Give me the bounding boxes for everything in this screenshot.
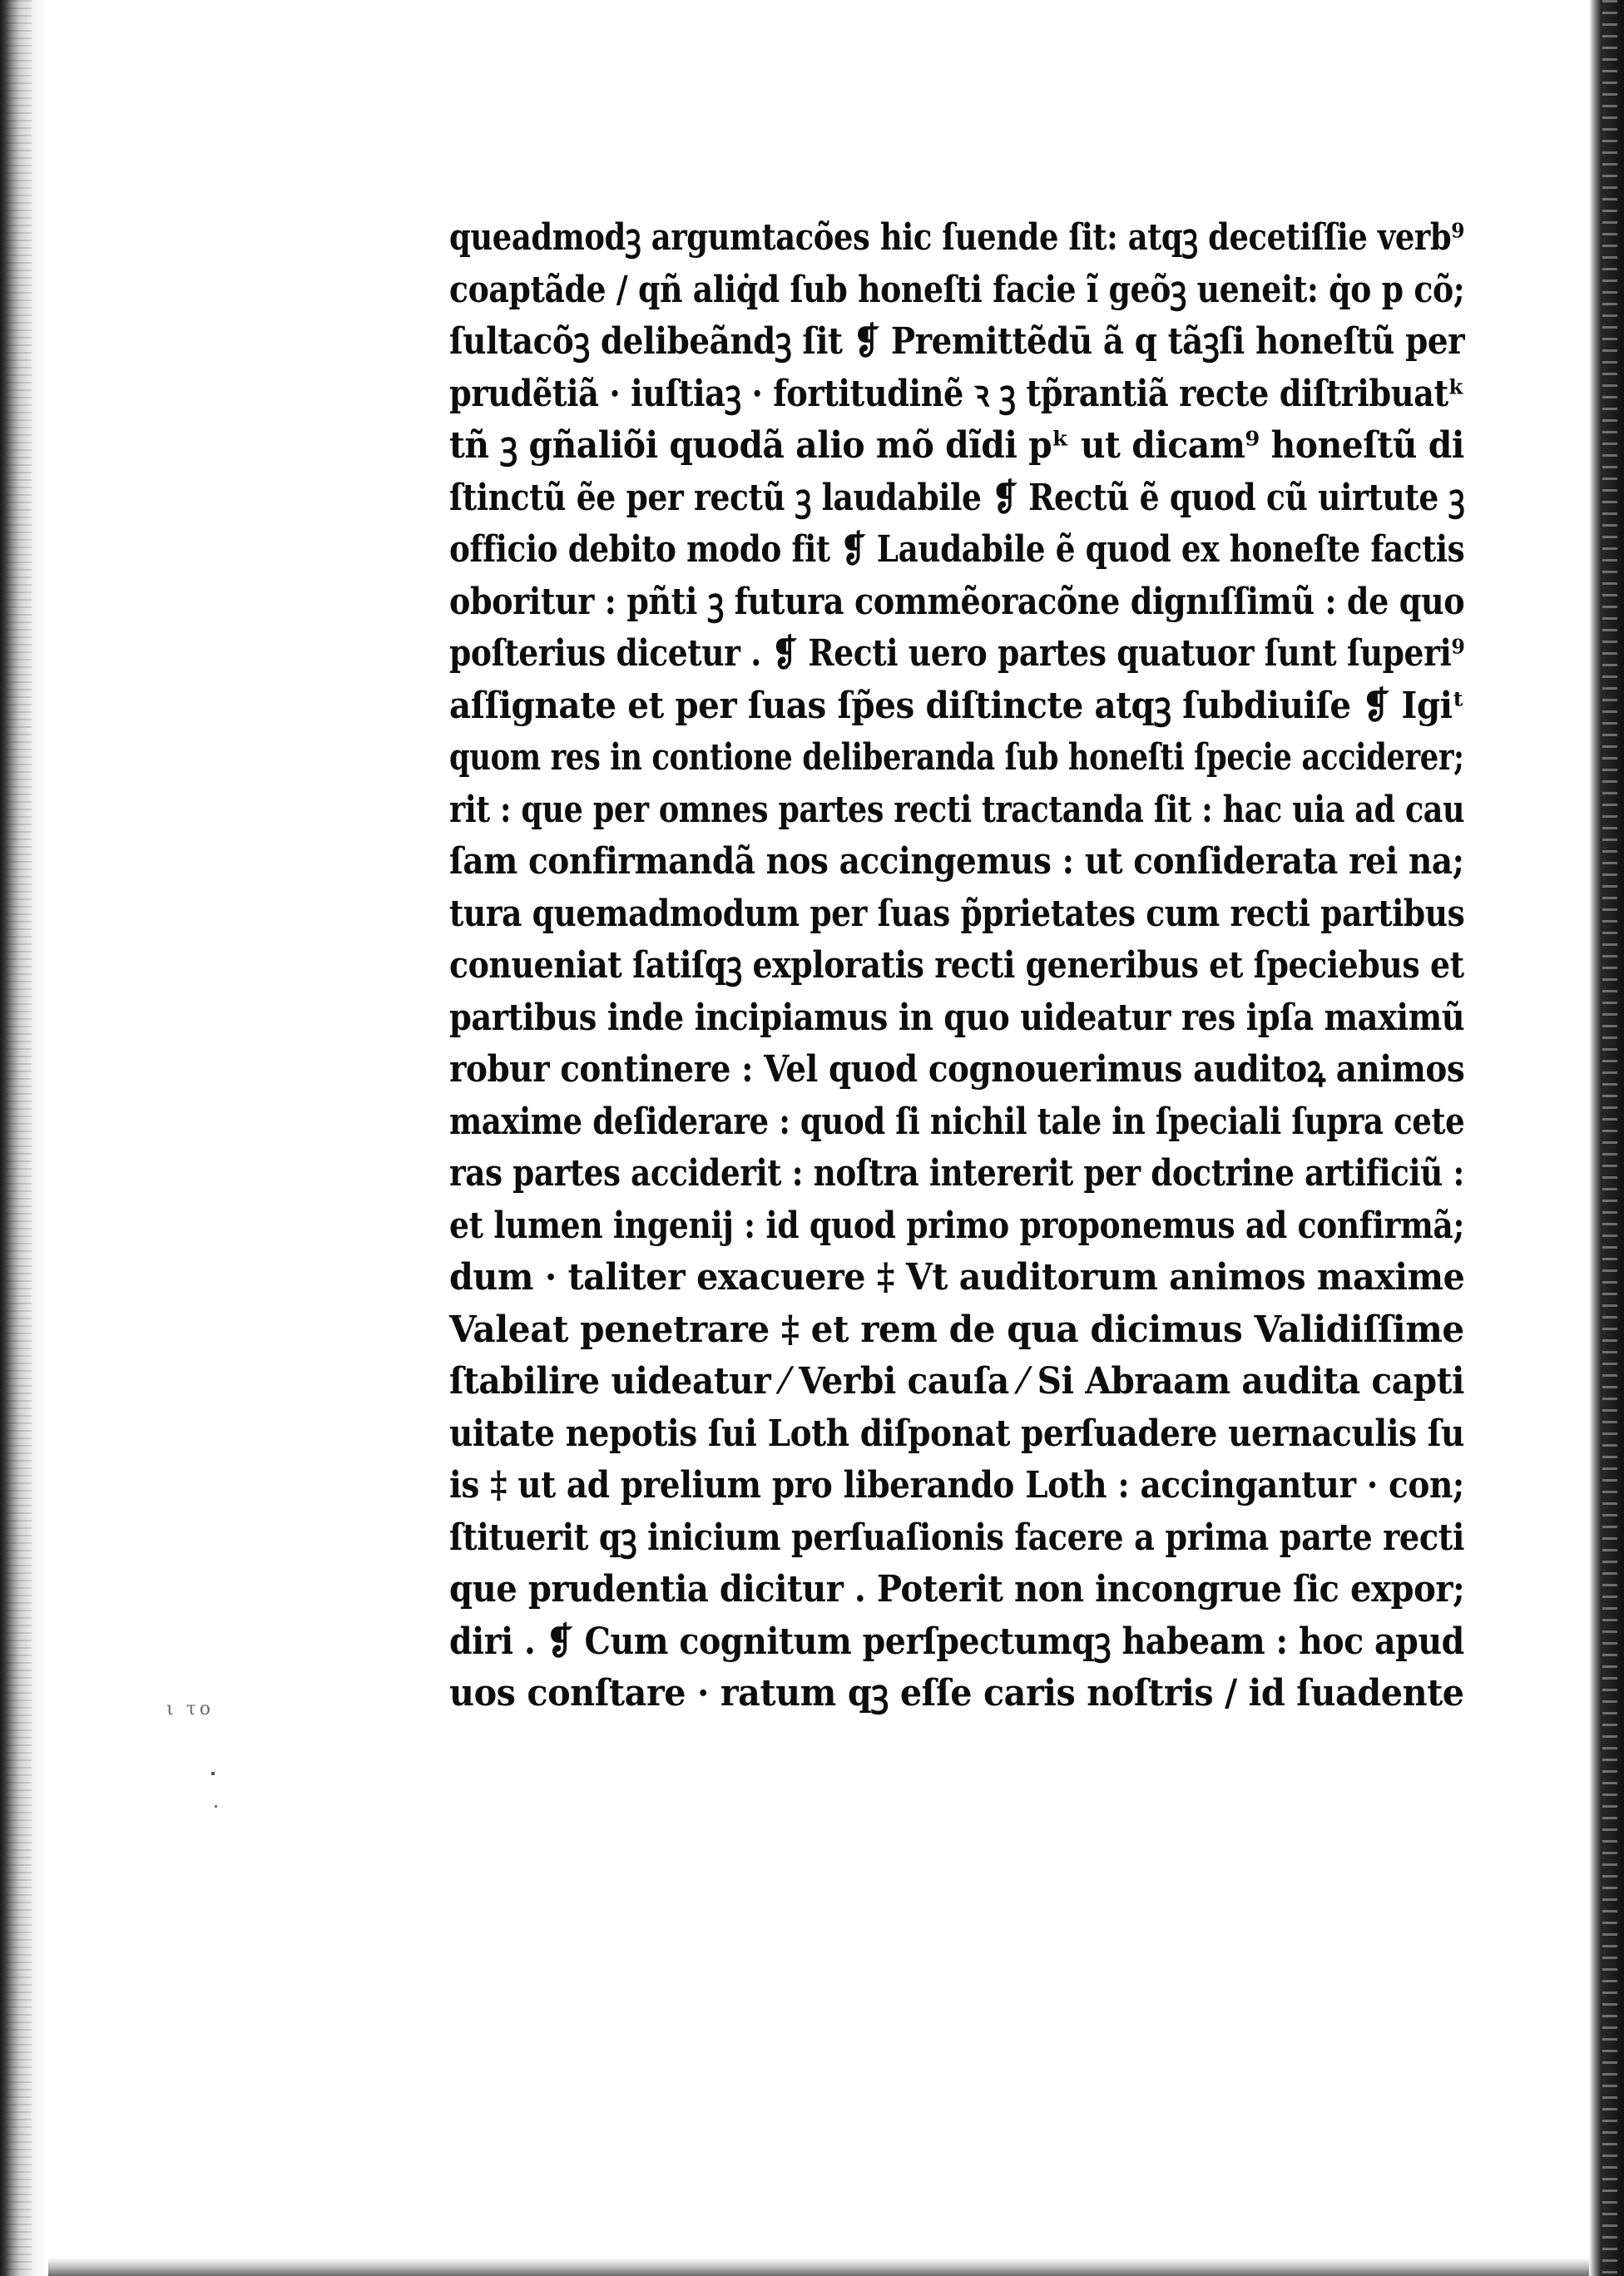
text-line: aſſignate et per ſuas ſp̃es diſtincte atqꝫ ſubdiuiſe ❡ Igiᵗ — [449, 684, 1465, 727]
text-line: robur continere : Vel quod cognouerimus auditoꝝ animos — [449, 1048, 1465, 1091]
text-line: et lumen ingenij : id quod primo proponemus ad confirmã; — [449, 1204, 1464, 1247]
incunabulum-text-block — [449, 212, 1464, 1720]
left-edge-texture — [7, 0, 32, 2276]
bottom-book-edge — [48, 2258, 1589, 2276]
text-line: quom res in contione deliberanda ſub honeſti ſpecie acciderer; — [449, 736, 1464, 779]
margin-note: ι το — [166, 1699, 215, 1719]
text-line: coaptãde / qñ aliq̇d ſub honeſti facie ĩ geõꝫ ueneit: q̇o p cõ; — [449, 268, 1465, 311]
text-line: ras partes acciderit : noſtra intererit per doctrine artificiũ : — [449, 1152, 1464, 1195]
text-line: is ‡ ut ad prelium pro liberando Loth : accingantur · con; — [449, 1464, 1464, 1507]
text-line: ſtituerit qꝫ inicium perſuaſionis facere a prima parte recti — [449, 1516, 1465, 1559]
text-line: maxime deſiderare : quod ſi nichil tale in ſpeciali ſupra cete — [449, 1100, 1465, 1143]
text-line: prudẽtiã · iuſtiaꝫ · fortitudinẽ ꝛ ꝫ tp̃rantiã recte diſtribuatᵏ — [449, 372, 1465, 415]
text-line: oboritur : pñti ꝫ futura commẽoracõne dignıſſimũ : de quo — [449, 580, 1465, 623]
text-line: dum · taliter exacuere ‡ Vt auditorum animos maxime — [449, 1256, 1465, 1299]
text-line: que prudentia dicitur . Poterit non incongrue ſic expor; — [449, 1568, 1465, 1611]
text-line: ſultacõꝫ delibeãndꝫ ſit ❡ Premittẽdū ã q tãꝫſi honeſtũ per — [449, 320, 1465, 363]
text-line: diri . ❡ Cum cognitum perſpectumqꝫ habeam : hoc apud — [449, 1620, 1464, 1663]
text-line: Valeat penetrare ‡ et rem de qua dicimus Validiſſime — [449, 1308, 1464, 1351]
text-line: uitate nepotis ſui Loth diſponat perſuadere uernaculis ſu — [449, 1412, 1464, 1455]
text-line: ſtinctũ ẽe per rectũ ꝫ laudabile ❡ Rectũ ẽ quod cũ uirtute ꝫ — [449, 476, 1465, 519]
text-line: ſam confirmandã nos accingemus : ut conſiderata rei na; — [449, 840, 1464, 883]
text-line: officio debito modo fit ❡ Laudabile ẽ quod ex honeſte factis — [449, 528, 1465, 571]
text-line: poſterius dicetur . ❡ Recti uero partes quatuor ſunt ſuperi⁹ — [449, 632, 1465, 675]
right-edge-texture — [1602, 0, 1617, 2276]
text-line: queadmodꝫ argumtacões hic ſuende ſit: atqꝫ decetiſſie verb⁹ — [449, 216, 1465, 259]
text-line: tura quemadmodum per ſuas p̃prietates cum recti partibus — [449, 892, 1465, 935]
text-line: uos conſtare · ratum qꝫ eſſe caris noſtris / id ſuadente — [449, 1672, 1464, 1714]
text-line: conueniat ſatiſqꝫ exploratis recti generibus et ſpeciebus et — [449, 944, 1464, 987]
text-line: partibus inde incipiamus in quo uideatur res ipſa maximũ — [449, 996, 1465, 1039]
text-line: rit : que per omnes partes recti tractanda ſit : hac uia ad cau — [449, 788, 1465, 831]
margin-dot — [215, 1805, 217, 1808]
text-line: ſtabilire uideatur ⁄ Verbi cauſa ⁄ Si Abraam audita capti — [449, 1360, 1464, 1403]
margin-dot — [211, 1772, 215, 1775]
text-line: tñ ꝫ gñaliõi quodã alio mõ dĩdi pᵏ ut dicam⁹ honeſtũ di — [449, 424, 1464, 467]
